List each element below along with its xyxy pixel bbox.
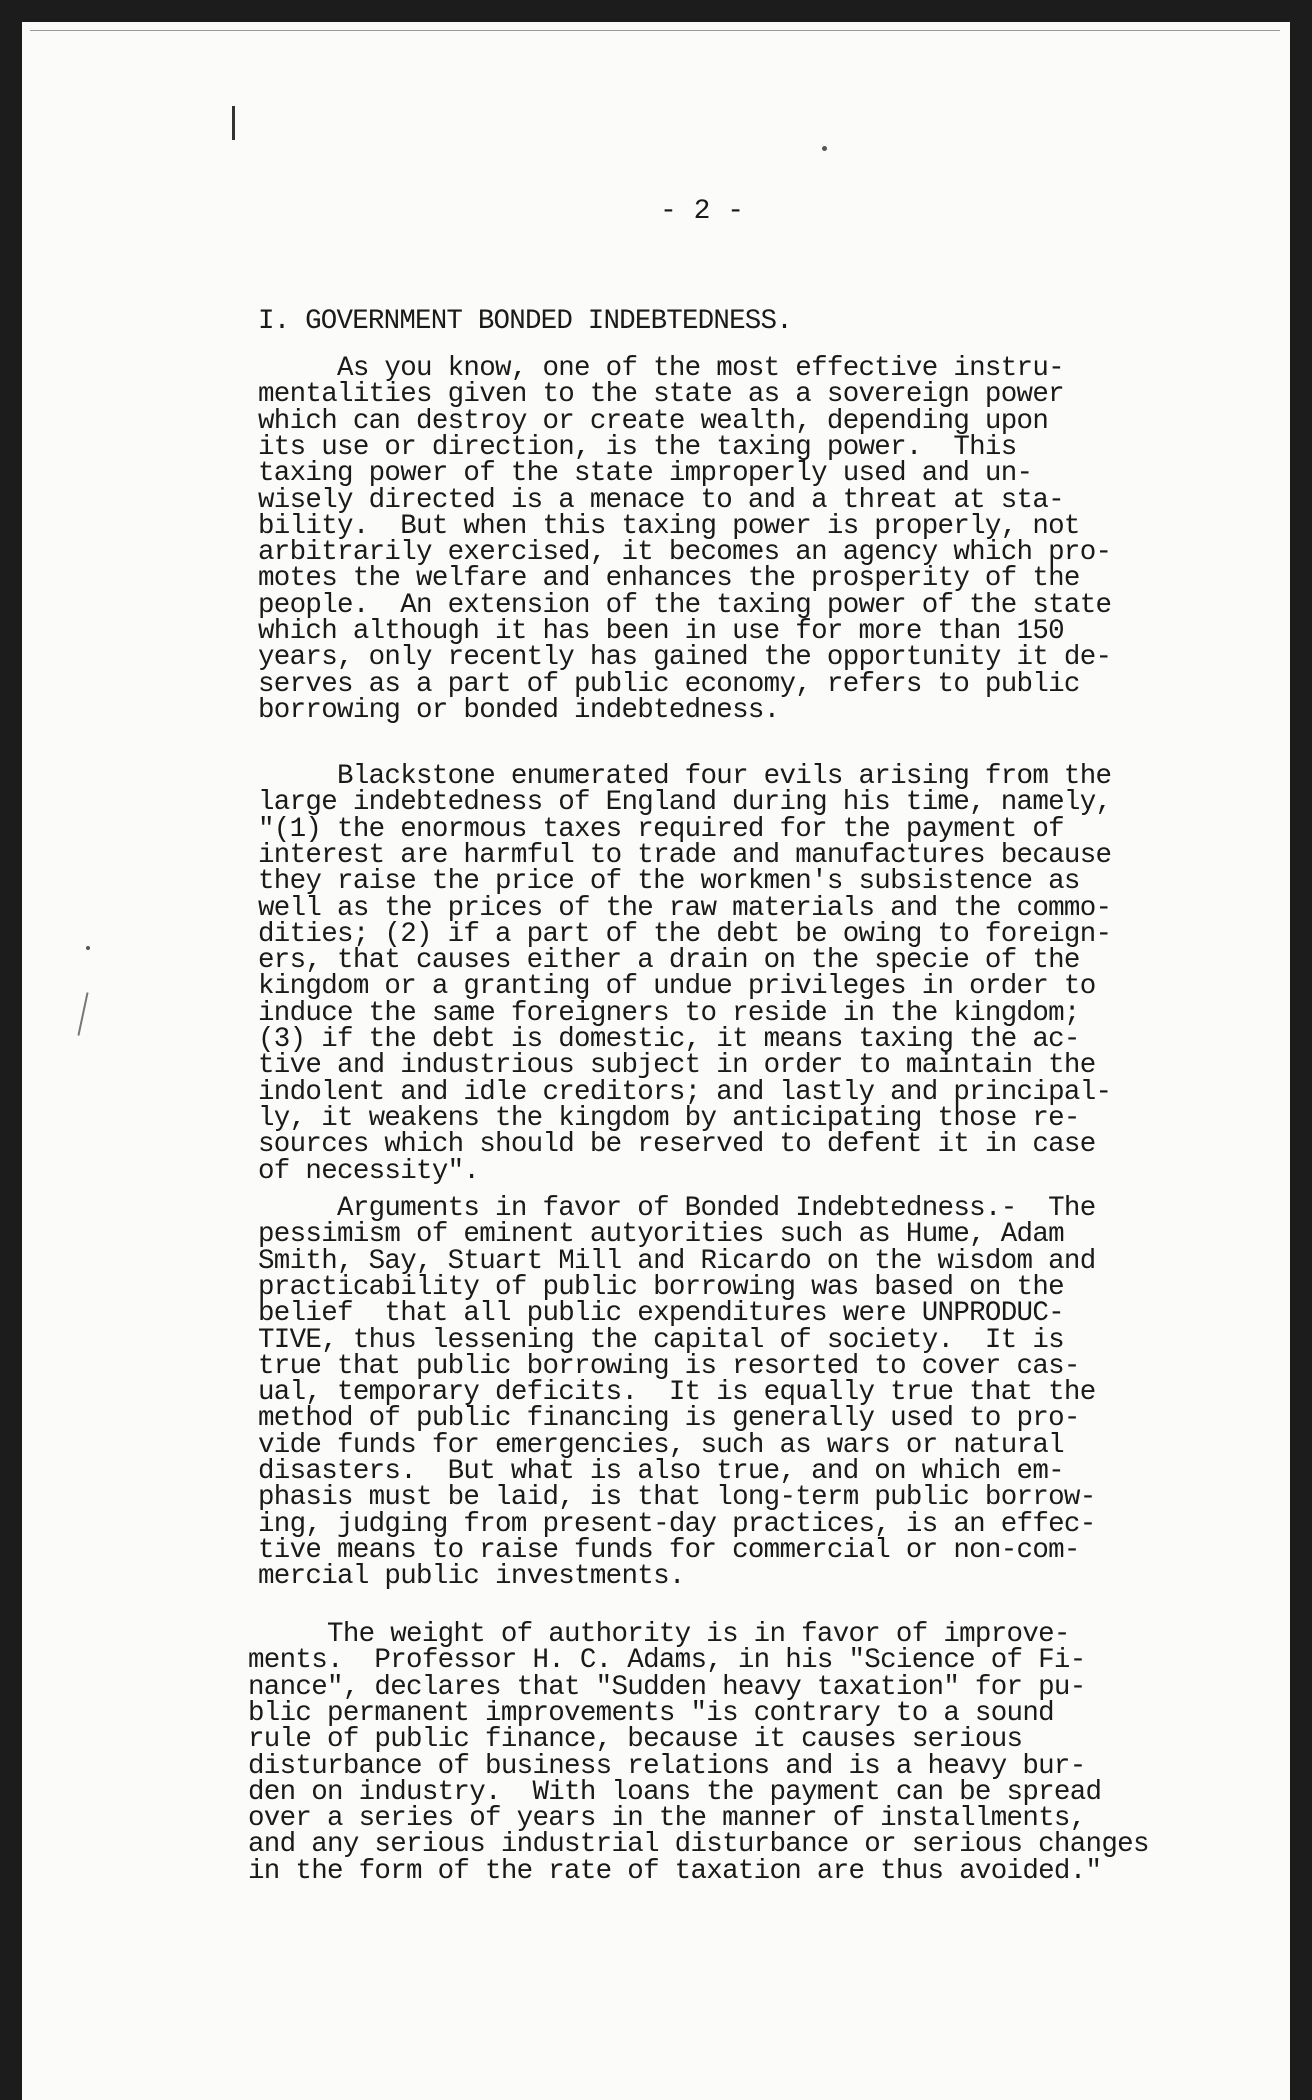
- text-line: they raise the price of the workmen's subsistence as: [258, 866, 1080, 898]
- text-line: disasters. But what is also true, and on which em-: [258, 1456, 1064, 1487]
- text-line: mentalities given to the state as a sovereign power: [258, 379, 1064, 411]
- text-line: nance", declares that "Sudden heavy taxation" for pu-: [248, 1671, 1086, 1703]
- text-line: tive and industrious subject in order to maintain the: [258, 1050, 1096, 1082]
- text-line: dities; (2) if a part of the debt be owing to foreign-: [258, 918, 1112, 950]
- text-line: well as the prices of the raw materials and the commo-: [258, 892, 1112, 924]
- text-line: interest are harmful to trade and manufactures because: [258, 839, 1112, 871]
- scan-dot: [822, 146, 827, 151]
- text-line: which can destroy or create wealth, depending upon: [258, 405, 1049, 437]
- text-line: Smith, Say, Stuart Mill and Ricardo on the wisdom and: [258, 1245, 1096, 1277]
- text-line: The weight of authority is in favor of improve-: [248, 1619, 1070, 1650]
- text-line: pessimism of eminent autyorities such as Hume, Adam: [258, 1219, 1064, 1251]
- text-line: sources which should be reserved to defent it in case: [258, 1129, 1096, 1161]
- section-heading: I. GOVERNMENT BONDED INDEBTEDNESS.: [258, 306, 792, 337]
- text-line: practicability of public borrowing was based on the: [258, 1271, 1064, 1303]
- text-line: true that public borrowing is resorted to cover cas-: [258, 1350, 1080, 1382]
- text-line: and any serious industrial disturbance or serious changes: [248, 1829, 1149, 1861]
- text-line: Blackstone enumerated four evils arising from the: [258, 761, 1112, 792]
- text-line: kingdom or a granting of undue privileges in order to: [258, 971, 1096, 1003]
- text-line: blic permanent improvements "is contrary to a sound: [248, 1697, 1054, 1729]
- text-line: taxing power of the state improperly used and un-: [258, 458, 1033, 490]
- text-line: "(1) the enormous taxes required for the payment of: [258, 813, 1064, 845]
- text-line: (3) if the debt is domestic, it means taxing the ac-: [258, 1024, 1080, 1055]
- text-line: people. An extension of the taxing power of the state: [258, 589, 1112, 621]
- text-line: which although it has been in use for more than 150: [258, 616, 1064, 647]
- text-line: disturbance of business relations and is a heavy bur-: [248, 1750, 1086, 1782]
- text-line: its use or direction, is the taxing power. This: [258, 431, 1017, 463]
- text-line: ments. Professor H. C. Adams, in his "Science of Fi-: [248, 1645, 1086, 1677]
- text-line: over a series of years in the manner of installments,: [248, 1803, 1086, 1835]
- top-edge-line: [30, 30, 1280, 31]
- text-line: As you know, one of the most effective instru-: [258, 353, 1064, 384]
- page-number: - 2 -: [660, 196, 745, 227]
- text-line: ers, that causes either a drain on the specie of the: [258, 945, 1080, 977]
- text-line: induce the same foreigners to reside in the kingdom;: [258, 997, 1080, 1029]
- text-line: serves as a part of public economy, refers to public: [258, 668, 1080, 700]
- text-line: bility. But when this taxing power is properly, not: [258, 510, 1080, 542]
- text-line: borrowing or bonded indebtedness.: [258, 694, 780, 726]
- text-line: belief that all public expenditures were UNPRODUC-: [258, 1298, 1064, 1330]
- text-line: vide funds for emergencies, such as wars or natural: [258, 1429, 1064, 1461]
- text-line: ing, judging from present-day practices, is an effec-: [258, 1508, 1096, 1540]
- text-line: in the form of the rate of taxation are thus avoided.": [248, 1855, 1102, 1887]
- text-line: of necessity".: [258, 1155, 480, 1187]
- text-line: large indebtedness of England during his time, namely,: [258, 787, 1112, 819]
- text-line: years, only recently has gained the opportunity it de-: [258, 642, 1112, 674]
- text-line: ly, it weakens the kingdom by anticipating those re-: [258, 1102, 1080, 1134]
- text-line: motes the welfare and enhances the prosperity of the: [258, 563, 1080, 595]
- text-line: tive means to raise funds for commercial or non-com-: [258, 1534, 1080, 1566]
- text-line: arbitrarily exercised, it becomes an agency which pro-: [258, 537, 1112, 569]
- text-line: wisely directed is a menace to and a threat at sta-: [258, 484, 1064, 516]
- text-line: TIVE, thus lessening the capital of society. It is: [258, 1324, 1064, 1356]
- text-line: mercial public investments.: [258, 1561, 685, 1593]
- text-line: Arguments in favor of Bonded Indebtedness.- The: [258, 1193, 1096, 1224]
- text-line: phasis must be laid, is that long-term public borrow-: [258, 1482, 1096, 1514]
- text-line: den on industry. With loans the payment can be spread: [248, 1776, 1102, 1808]
- scan-dot: [86, 946, 90, 950]
- scan-mark: [232, 106, 235, 140]
- text-line: rule of public finance, because it causes serious: [248, 1724, 1023, 1756]
- text-line: indolent and idle creditors; and lastly and principal-: [258, 1076, 1112, 1108]
- text-line: ual, temporary deficits. It is equally true that the: [258, 1377, 1096, 1409]
- text-line: method of public financing is generally used to pro-: [258, 1403, 1080, 1435]
